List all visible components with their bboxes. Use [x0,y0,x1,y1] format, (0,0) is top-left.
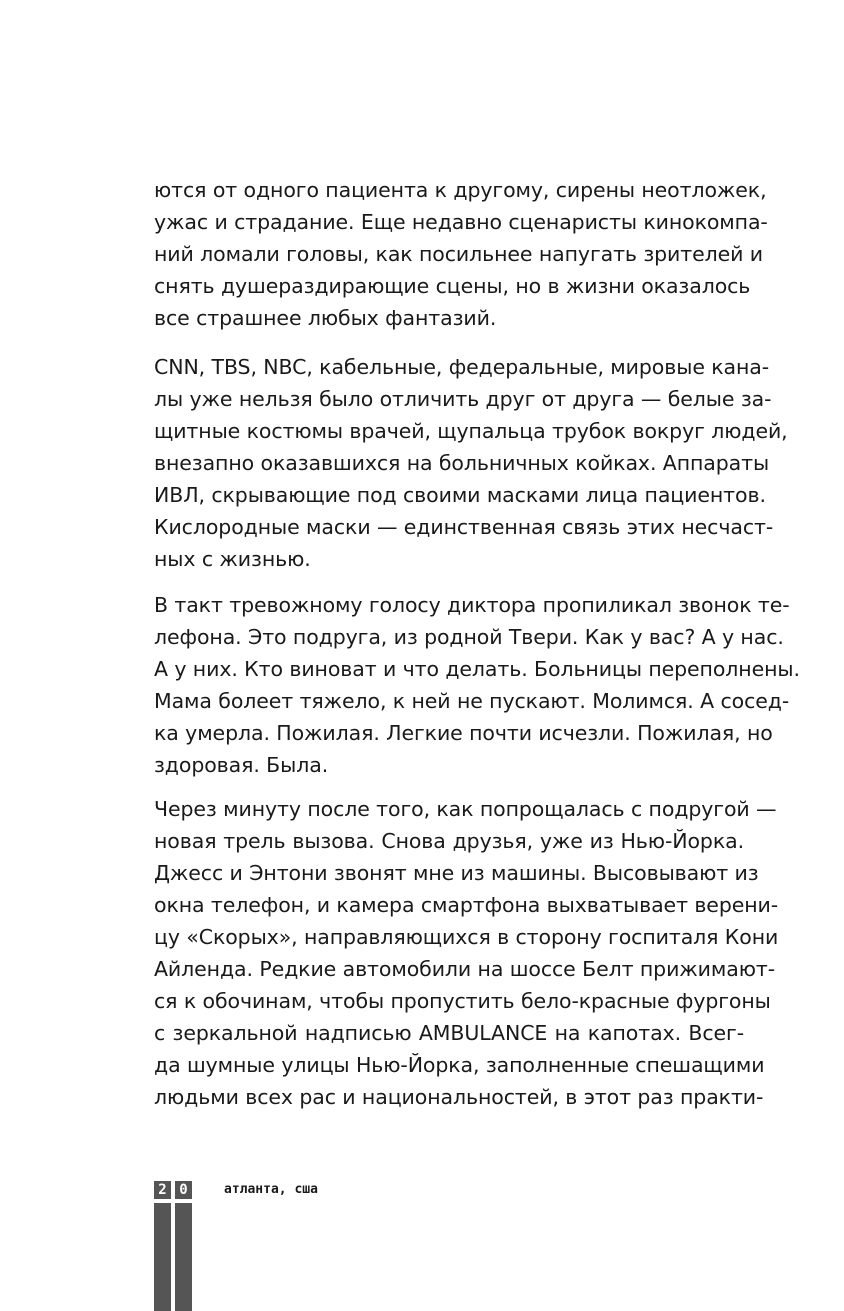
text-line: Айленда. Редкие автомобили на шоссе Белт прижимают- [154,957,776,981]
paragraph-1 [154,174,768,334]
decorative-bars [154,1203,192,1311]
text-line: внезапно оказавшихся на больничных койках. Аппараты [154,451,770,475]
text-line: лы уже нельзя было отличить друг от друга — белые за- [154,387,772,411]
text-line: цу «Скорых», направляющихся в сторону госпиталя Кони [154,925,779,949]
text-line: все страшнее любых фантазий. [154,306,497,330]
text-line: здоровая. Была. [154,753,329,777]
page-footer [154,1181,192,1311]
paragraph-3 [154,589,800,781]
text-line: Через минуту после того, как попрощалась с подругой — [154,797,777,821]
page-digit: 2 [154,1181,171,1199]
paragraph-2 [154,351,788,575]
text-line: Кислородные маски — единственная связь этих несчаст- [154,515,774,539]
text-line: ются от одного пациента к другому, сирены неотложек, [154,178,767,202]
text-line: снять душераздирающие сцены, но в жизни оказалось [154,274,751,298]
text-line: с зеркальной надписью AMBULANCE на капотах. Всег- [154,1021,744,1045]
text-line: CNN, TBS, NBC, кабельные, федеральные, мировые кана- [154,355,770,379]
text-line: ний ломали головы, как посильнее напугать зрителей и [154,242,763,266]
text-line: ужас и страдание. Еще недавно сценаристы кинокомпа- [154,210,768,234]
text-line: людьми всех рас и национальностей, в этот раз практи- [154,1085,764,1109]
text-line: ка умерла. Пожилая. Легкие почти исчезли. Пожилая, но [154,721,773,745]
text-line: лефона. Это подруга, из родной Твери. Как у вас? А у нас. [154,625,784,649]
page-number [154,1181,192,1199]
text-line: В такт тревожному голосу диктора пропиликал звонок те- [154,593,790,617]
paragraph-4 [154,793,779,1113]
text-line: ных с жизнью. [154,547,311,571]
text-line: щитные костюмы врачей, щупальца трубок вокруг людей, [154,419,788,443]
text-line: окна телефон, и камера смартфона выхватывает верени- [154,893,779,917]
running-head: атланта, сша [224,1182,318,1197]
decorative-bar [154,1203,171,1311]
text-line: Джесс и Энтони звонят мне из машины. Высовывают из [154,861,759,885]
decorative-bar [175,1203,192,1311]
text-line: Мама болеет тяжело, к ней не пускают. Молимся. А сосед- [154,689,790,713]
text-line: ИВЛ, скрывающие под своими масками лица пациентов. [154,483,766,507]
text-line: А у них. Кто виноват и что делать. Больницы переполнены. [154,657,800,681]
text-line: новая трель вызова. Снова друзья, уже из Нью-Йорка. [154,829,744,853]
text-line: да шумные улицы Нью-Йорка, заполненные спешащими [154,1053,765,1077]
text-line: ся к обочинам, чтобы пропустить бело-красные фургоны [154,989,771,1013]
page-digit: 0 [175,1181,192,1199]
